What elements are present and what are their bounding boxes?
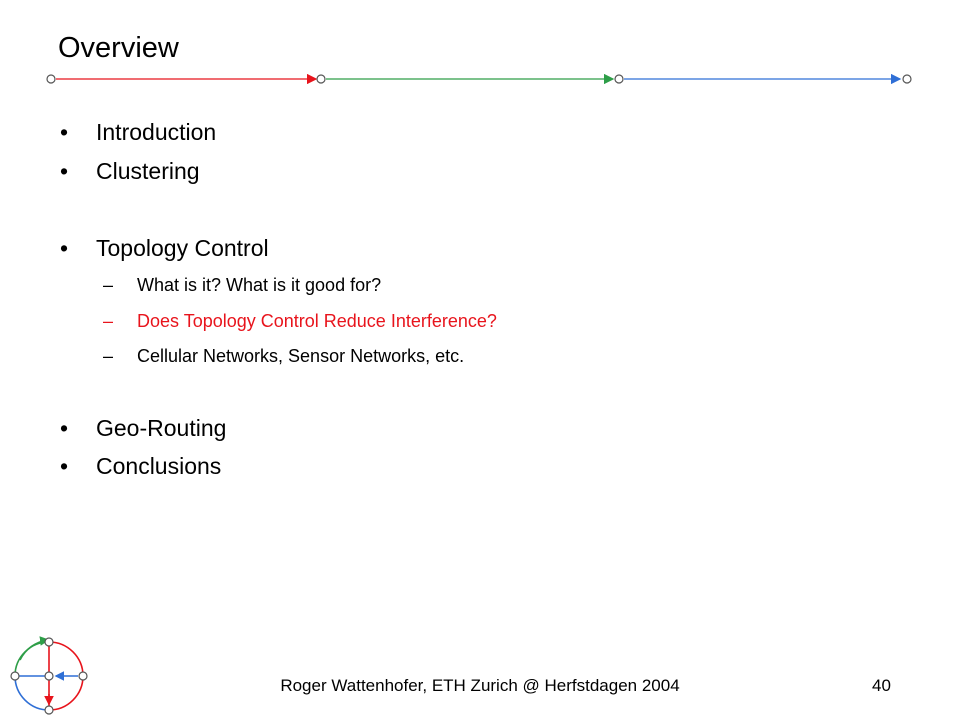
bullet-marker: • [60,415,69,441]
sub-bullet-marker: – [103,275,114,295]
bullet-marker: • [60,119,69,145]
sub-bullet-marker: – [103,346,114,366]
bullet-text: Topology Control [96,235,269,261]
bullet-text: Geo-Routing [96,415,227,441]
bullet-text: Conclusions [96,453,222,479]
bullet-marker: • [60,158,69,184]
bullet-marker: • [60,453,69,479]
sub-bullet-text: Does Topology Control Reduce Interference? [137,311,497,331]
sub-bullet-marker: – [103,311,114,331]
slide-title: Overview [58,32,179,64]
footer-caption: Roger Wattenhofer, ETH Zurich @ Herfstdagen 2004 [280,676,680,695]
sub-bullet-text: What is it? What is it good for? [137,275,382,295]
page-number: 40 [872,676,891,695]
bullet-text: Clustering [96,158,200,184]
sub-bullet-text: Cellular Networks, Sensor Networks, etc. [137,346,465,366]
bullet-text: Introduction [96,119,217,145]
bullet-marker: • [60,235,69,261]
